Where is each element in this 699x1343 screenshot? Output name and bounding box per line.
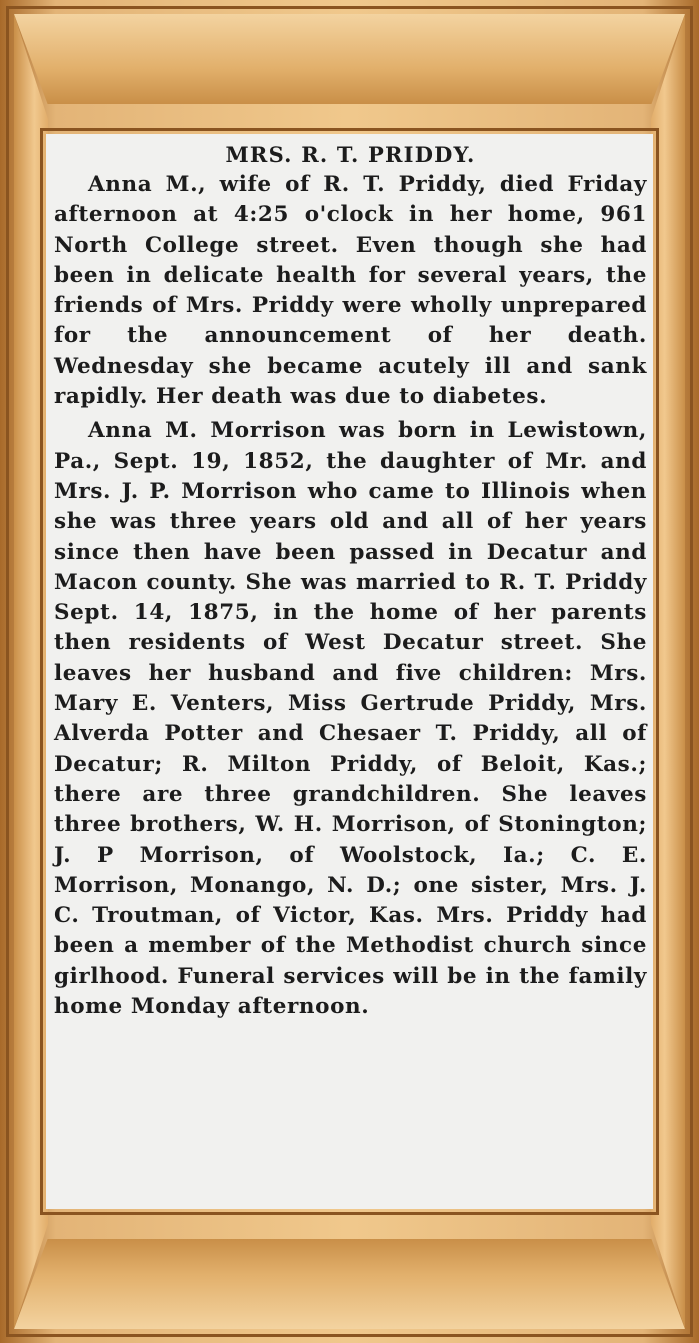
- obituary-paragraph-2: Anna M. Morrison was born in Lewistown, Pa., Sept. 19, 1852, the daughter of Mr. and Mrs. J. P. Morrison who came to Illinois when she was three years old and all of her years since then have been passed in Decatur and Macon county. She was married to R. T. Priddy Sept. 14, 1875, in the home of her parents then residents of West Decatur street. She leaves her husband and five children: Mrs. Mary E. Venters, Miss Gertrude Priddy, Mrs. Alverda Potter and Chesaer T. Priddy, all of Decatur; R. Milton Priddy, of Beloit, Kas.; there are three grandchildren. She leaves three brothers, W. H. Morrison, of Stonington; J. P Morrison, of Woolstock, Ia.; C. E. Morrison, Monango, N. D.; one sister, Mrs. J. C. Troutman, of Victor, Kas. Mrs. Priddy had been a member of the Methodist church since girlhood. Funeral services will be in the family home Monday afternoon.: [54, 418, 647, 1020]
- obituary-paragraph-1: Anna M., wife of R. T. Priddy, died Friday afternoon at 4:25 o'clock in her home, 961 North College street. Even though she had been in delicate health for several years, the friends of Mrs. Priddy were wholly unprepared for the announcement of her death. Wednesday she became acutely ill and sank rapidly. Her death was due to diabetes.: [54, 172, 647, 410]
- newspaper-clipping: [46, 134, 653, 1209]
- obituary-headline: MRS. R. T. PRIDDY.: [225, 142, 476, 167]
